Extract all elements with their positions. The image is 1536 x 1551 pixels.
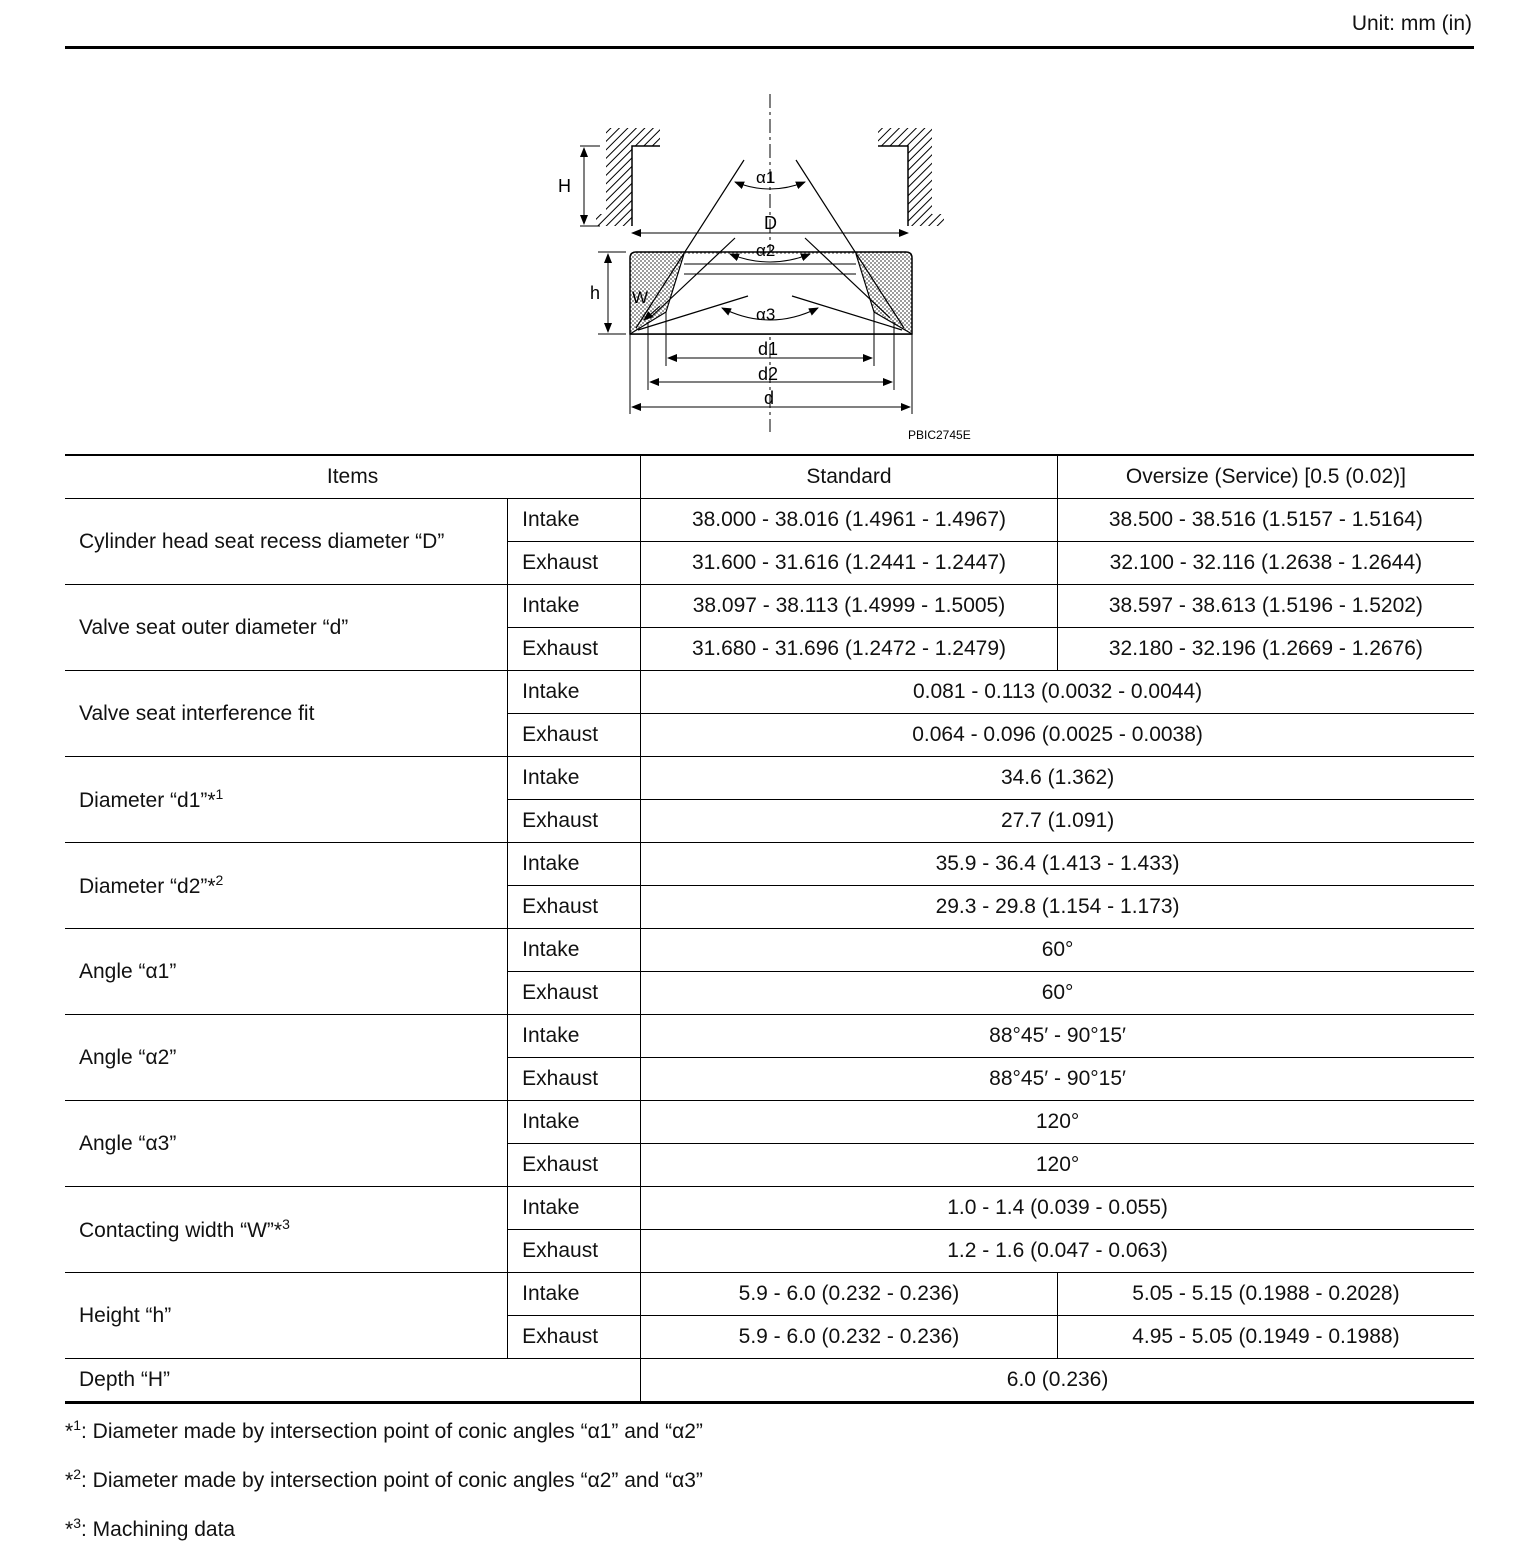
label-D: D [764, 213, 777, 233]
label-h: h [590, 283, 601, 303]
figure-code: PBIC2745E [908, 428, 971, 442]
label-alpha2: α2 [756, 241, 776, 260]
row-label: Contacting width “W”*$^3$ [65, 1187, 508, 1273]
value-cell: 31.600 - 31.616 (1.2441 - 1.2447) [641, 542, 1058, 585]
row-label: Diameter “d2”*$^2$ [65, 843, 508, 929]
sub-exhaust: Exhaust [508, 886, 641, 929]
sub-exhaust: Exhaust [508, 714, 641, 757]
sub-intake: Intake [508, 1015, 641, 1058]
row-label: Height “h” [65, 1273, 508, 1359]
footnote: *$^3$: Machining data [65, 1515, 236, 1541]
value-cell: 120° [641, 1101, 1474, 1144]
value-cell: 1.0 - 1.4 (0.039 - 0.055) [641, 1187, 1474, 1230]
value-cell: 120° [641, 1144, 1474, 1187]
table-row [65, 929, 1474, 972]
value-cell: 38.500 - 38.516 (1.5157 - 1.5164) [1057, 499, 1474, 542]
row-label: Diameter “d1”*$^1$ [65, 757, 508, 843]
header-items: Items [65, 455, 641, 499]
value-cell: 32.180 - 32.196 (1.2669 - 1.2676) [1057, 628, 1474, 671]
value-cell: 29.3 - 29.8 (1.154 - 1.173) [641, 886, 1474, 929]
value-cell: 6.0 (0.236) [641, 1359, 1474, 1403]
value-cell: 5.9 - 6.0 (0.232 - 0.236) [641, 1273, 1058, 1316]
sub-intake: Intake [508, 1101, 641, 1144]
value-cell: 1.2 - 1.6 (0.047 - 0.063) [641, 1230, 1474, 1273]
table-row [65, 843, 1474, 886]
value-cell: 60° [641, 972, 1474, 1015]
value-cell: 38.097 - 38.113 (1.4999 - 1.5005) [641, 585, 1058, 628]
sub-exhaust: Exhaust [508, 1058, 641, 1101]
label-d: d [764, 388, 775, 408]
footnote: *$^2$: Diameter made by intersection point of conic angles “α2” and “α3” [65, 1466, 703, 1492]
table-row [65, 1187, 1474, 1230]
sub-exhaust: Exhaust [508, 1144, 641, 1187]
sub-intake: Intake [508, 585, 641, 628]
header-rule [65, 46, 1474, 49]
value-cell: 4.95 - 5.05 (0.1949 - 0.1988) [1057, 1316, 1474, 1359]
label-d1: d1 [758, 339, 779, 359]
value-cell: 38.000 - 38.016 (1.4961 - 1.4967) [641, 499, 1058, 542]
table-row [65, 1101, 1474, 1144]
sub-intake: Intake [508, 929, 641, 972]
sub-intake: Intake [508, 499, 641, 542]
head-wall-right [878, 128, 944, 226]
sub-intake: Intake [508, 843, 641, 886]
label-alpha1: α1 [756, 168, 776, 187]
sub-intake: Intake [508, 1273, 641, 1316]
label-d2: d2 [758, 364, 779, 384]
table-row [65, 585, 1474, 628]
row-label: Angle “α3” [65, 1101, 508, 1187]
value-cell: 0.064 - 0.096 (0.0025 - 0.0038) [641, 714, 1474, 757]
row-label: Angle “α1” [65, 929, 508, 1015]
value-cell: 0.081 - 0.113 (0.0032 - 0.0044) [641, 671, 1474, 714]
sub-exhaust: Exhaust [508, 1230, 641, 1273]
unit-label: Unit: mm (in) [1351, 12, 1472, 35]
value-cell: 60° [641, 929, 1474, 972]
value-cell: 5.05 - 5.15 (0.1988 - 0.2028) [1057, 1273, 1474, 1316]
value-cell: 88°45′ - 90°15′ [641, 1015, 1474, 1058]
label-W: W [632, 288, 649, 307]
value-cell: 27.7 (1.091) [641, 800, 1474, 843]
row-label: Angle “α2” [65, 1015, 508, 1101]
row-label: Valve seat outer diameter “d” [65, 585, 508, 671]
value-cell: 88°45′ - 90°15′ [641, 1058, 1474, 1101]
label-alpha3: α3 [756, 305, 776, 324]
valve-seat-diagram [550, 88, 990, 448]
sub-exhaust: Exhaust [508, 542, 641, 585]
sub-exhaust: Exhaust [508, 628, 641, 671]
head-wall-left [596, 128, 660, 226]
footnotes [65, 1404, 703, 1551]
table-row [65, 499, 1474, 542]
header-oversize: Oversize (Service) [0.5 (0.02)] [1057, 455, 1474, 499]
value-cell: 32.100 - 32.116 (1.2638 - 1.2644) [1057, 542, 1474, 585]
sub-exhaust: Exhaust [508, 1316, 641, 1359]
value-cell: 5.9 - 6.0 (0.232 - 0.236) [641, 1316, 1058, 1359]
row-label: Cylinder head seat recess diameter “D” [65, 499, 508, 585]
value-cell: 34.6 (1.362) [641, 757, 1474, 800]
sub-intake: Intake [508, 1187, 641, 1230]
header-standard: Standard [641, 455, 1058, 499]
table-row [65, 1359, 1474, 1403]
table-row [65, 1015, 1474, 1058]
value-cell: 35.9 - 36.4 (1.413 - 1.433) [641, 843, 1474, 886]
row-label: Depth “H” [65, 1359, 641, 1403]
table-row [65, 1273, 1474, 1316]
value-cell: 38.597 - 38.613 (1.5196 - 1.5202) [1057, 585, 1474, 628]
table-row [65, 671, 1474, 714]
footnote: *$^1$: Diameter made by intersection point of conic angles “α1” and “α2” [65, 1417, 703, 1443]
table-header-row [65, 455, 1474, 499]
sub-exhaust: Exhaust [508, 800, 641, 843]
label-H: H [558, 176, 571, 196]
table-row [65, 757, 1474, 800]
sub-intake: Intake [508, 757, 641, 800]
valve-seat-spec-table [65, 454, 1474, 1404]
sub-exhaust: Exhaust [508, 972, 641, 1015]
value-cell: 31.680 - 31.696 (1.2472 - 1.2479) [641, 628, 1058, 671]
row-label: Valve seat interference fit [65, 671, 508, 757]
sub-intake: Intake [508, 671, 641, 714]
